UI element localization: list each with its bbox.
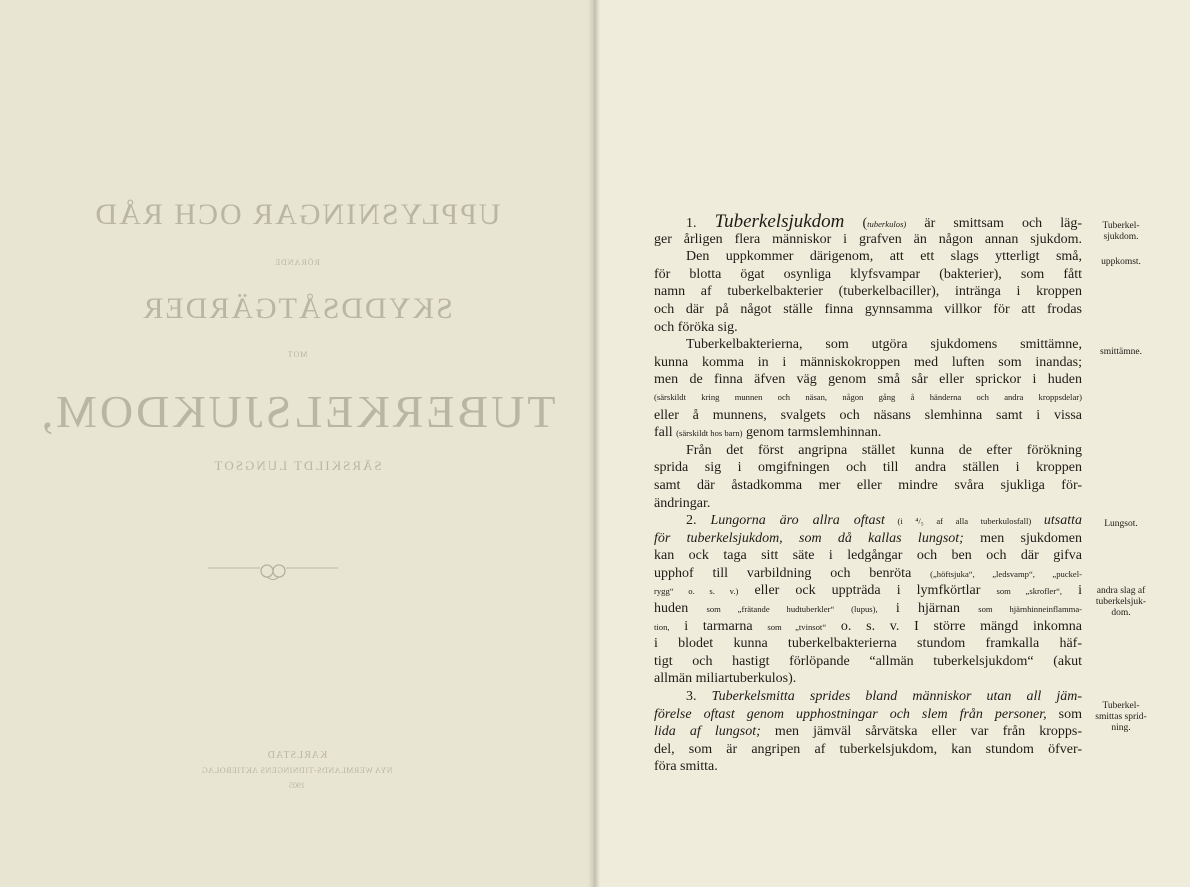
- text-line-25: i blodet kunna tuberkelbakterierna stundom framkalla häf-: [654, 636, 1082, 652]
- margin-note-tuberkelsjukdom: Tuberkel- sjukdom.: [1102, 221, 1140, 242]
- margin-note-lungsot: Lungsot.: [1104, 519, 1138, 529]
- text-line-13: fall (särskildt hos barn) genom tarmslemhinnan.: [654, 425, 882, 441]
- ghost-title-line-2: RÖRANDE: [274, 258, 320, 267]
- text-line-6: och där på något ställe finna gynnsamma villkor för att frodas: [654, 301, 1082, 317]
- ghost-imprint-printer: NYA WERMLANDS-TIDNINGENS AKTIEBOLAG: [201, 766, 393, 775]
- text-line-22: rygg“ o. s. v.) eller ock uppträda i lymfkörtlar som „skrofler“, i: [654, 583, 1083, 599]
- text-line-5: namn af tuberkelbakterier (tuberkelbaciller), inträngа i kroppen: [654, 284, 1082, 300]
- text-line-28: 3. Tuberkelsmitta sprides bland människor utan all jäm-: [686, 689, 1083, 705]
- text-line-2: ger årligen flera människor i grafven än någon annan sjukdom.: [654, 231, 1082, 247]
- ghost-imprint-year: 1905: [289, 781, 305, 790]
- left-page: [0, 0, 594, 887]
- ghost-title-line-3: SKYDDSÅTGÄRDER: [141, 292, 453, 325]
- text-line-3: Den uppkommer därigenom, att ett slags ytterligt små,: [686, 249, 1082, 265]
- text-line-16: samt där åstadkomma mer eller mindre svåra sjukliga för-: [654, 477, 1082, 493]
- ghost-imprint-place: KARLSTAD: [266, 750, 328, 761]
- text-line-31: del, som är angripen af tuberkelsjukdom, kan stundom öfver-: [654, 741, 1082, 757]
- text-line-14: Från det först angripna stället kunna de efter förökning: [686, 442, 1082, 458]
- book-gutter: [588, 0, 600, 887]
- text-line-18: 2. Lungorna äro allra oftast (i ⁴/₅ af alla tuberkulosfall) utsatta: [686, 513, 1082, 529]
- margin-note-spridning: Tuberkel- smittas sprid- ning.: [1095, 701, 1147, 733]
- text-line-7: och föröka sig.: [654, 319, 738, 335]
- text-line-15: sprida sig i omgifningen och till andra ställen i kroppen: [654, 460, 1082, 476]
- ghost-title-line-1: UPPLYSNINGAR OCH RÅD: [93, 198, 501, 231]
- margin-note-andra-slag: andra slag af tuberkelsjuk- dom.: [1095, 586, 1147, 618]
- text-line-20: kan ock taga sitt säte i ledgångar och ben och där gifva: [654, 548, 1082, 564]
- show-through-title-page: [0, 0, 594, 887]
- text-line-23: huden som „frätande hudtuberkler“ (lupus), i hjärnan som hjärnhinneinflamma-: [654, 601, 1082, 617]
- text-line-21: upphof till varbildning och benröta („höftsjuka“, „ledsvamp“, „puckel-: [654, 565, 1083, 581]
- text-line-1: 1. Tuberkelsjukdom (tuberkulos) är smittsam och läg-: [686, 211, 1082, 232]
- text-line-30: lida af lungsot; men jämväl sårvätska eller var från kropps-: [654, 724, 1082, 740]
- ghost-title-line-6: SÄRSKILDT LUNGSOT: [212, 458, 382, 473]
- text-line-11: (särskildt kring munnen och näsan, någon gång å händerna och andra kroppsdelar): [654, 391, 1082, 402]
- text-line-12: eller å munnens, svalgets och näsans slemhinna samt i vissa: [654, 407, 1082, 423]
- margin-note-smittamne: smittämne.: [1100, 347, 1142, 357]
- text-line-32: föra smitta.: [654, 759, 718, 775]
- text-line-29: förelse oftast genom upphostningar och slem från personer, som: [654, 706, 1082, 722]
- right-page: [596, 0, 1190, 887]
- body-text: [654, 213, 1082, 776]
- text-line-10: men de finna äfven väg genom små sår eller sprickor i huden: [654, 372, 1082, 388]
- text-line-24: tion, i tarmarna som „tvinsot“ o. s. v. I större mängd inkomna: [654, 618, 1082, 634]
- text-line-26: tigt och hastigt förlöpande “allmän tuberkelsjukdom“ (akut: [654, 653, 1082, 669]
- text-line-27: allmän miliartuberkulos).: [654, 671, 797, 687]
- ghost-title-line-5: TUBERKELSJUKDOM,: [38, 386, 556, 437]
- text-line-4: för blotta ögat osynliga klyfsvampar (bakterier), som fått: [654, 266, 1082, 282]
- text-line-19: för tuberkelsjukdom, som då kallas lungsot; men sjukdomen: [654, 530, 1082, 546]
- text-line-17: ändringar.: [654, 495, 711, 511]
- ornament-icon: [208, 560, 338, 582]
- margin-note-uppkomst: uppkomst.: [1101, 257, 1141, 267]
- ghost-title-line-4: MOT: [286, 350, 308, 359]
- text-line-9: kunna komma in i människokroppen med luften som inandas;: [654, 354, 1082, 370]
- text-line-8: Tuberkelbakterierna, som utgöra sjukdomens smittämne,: [686, 337, 1082, 353]
